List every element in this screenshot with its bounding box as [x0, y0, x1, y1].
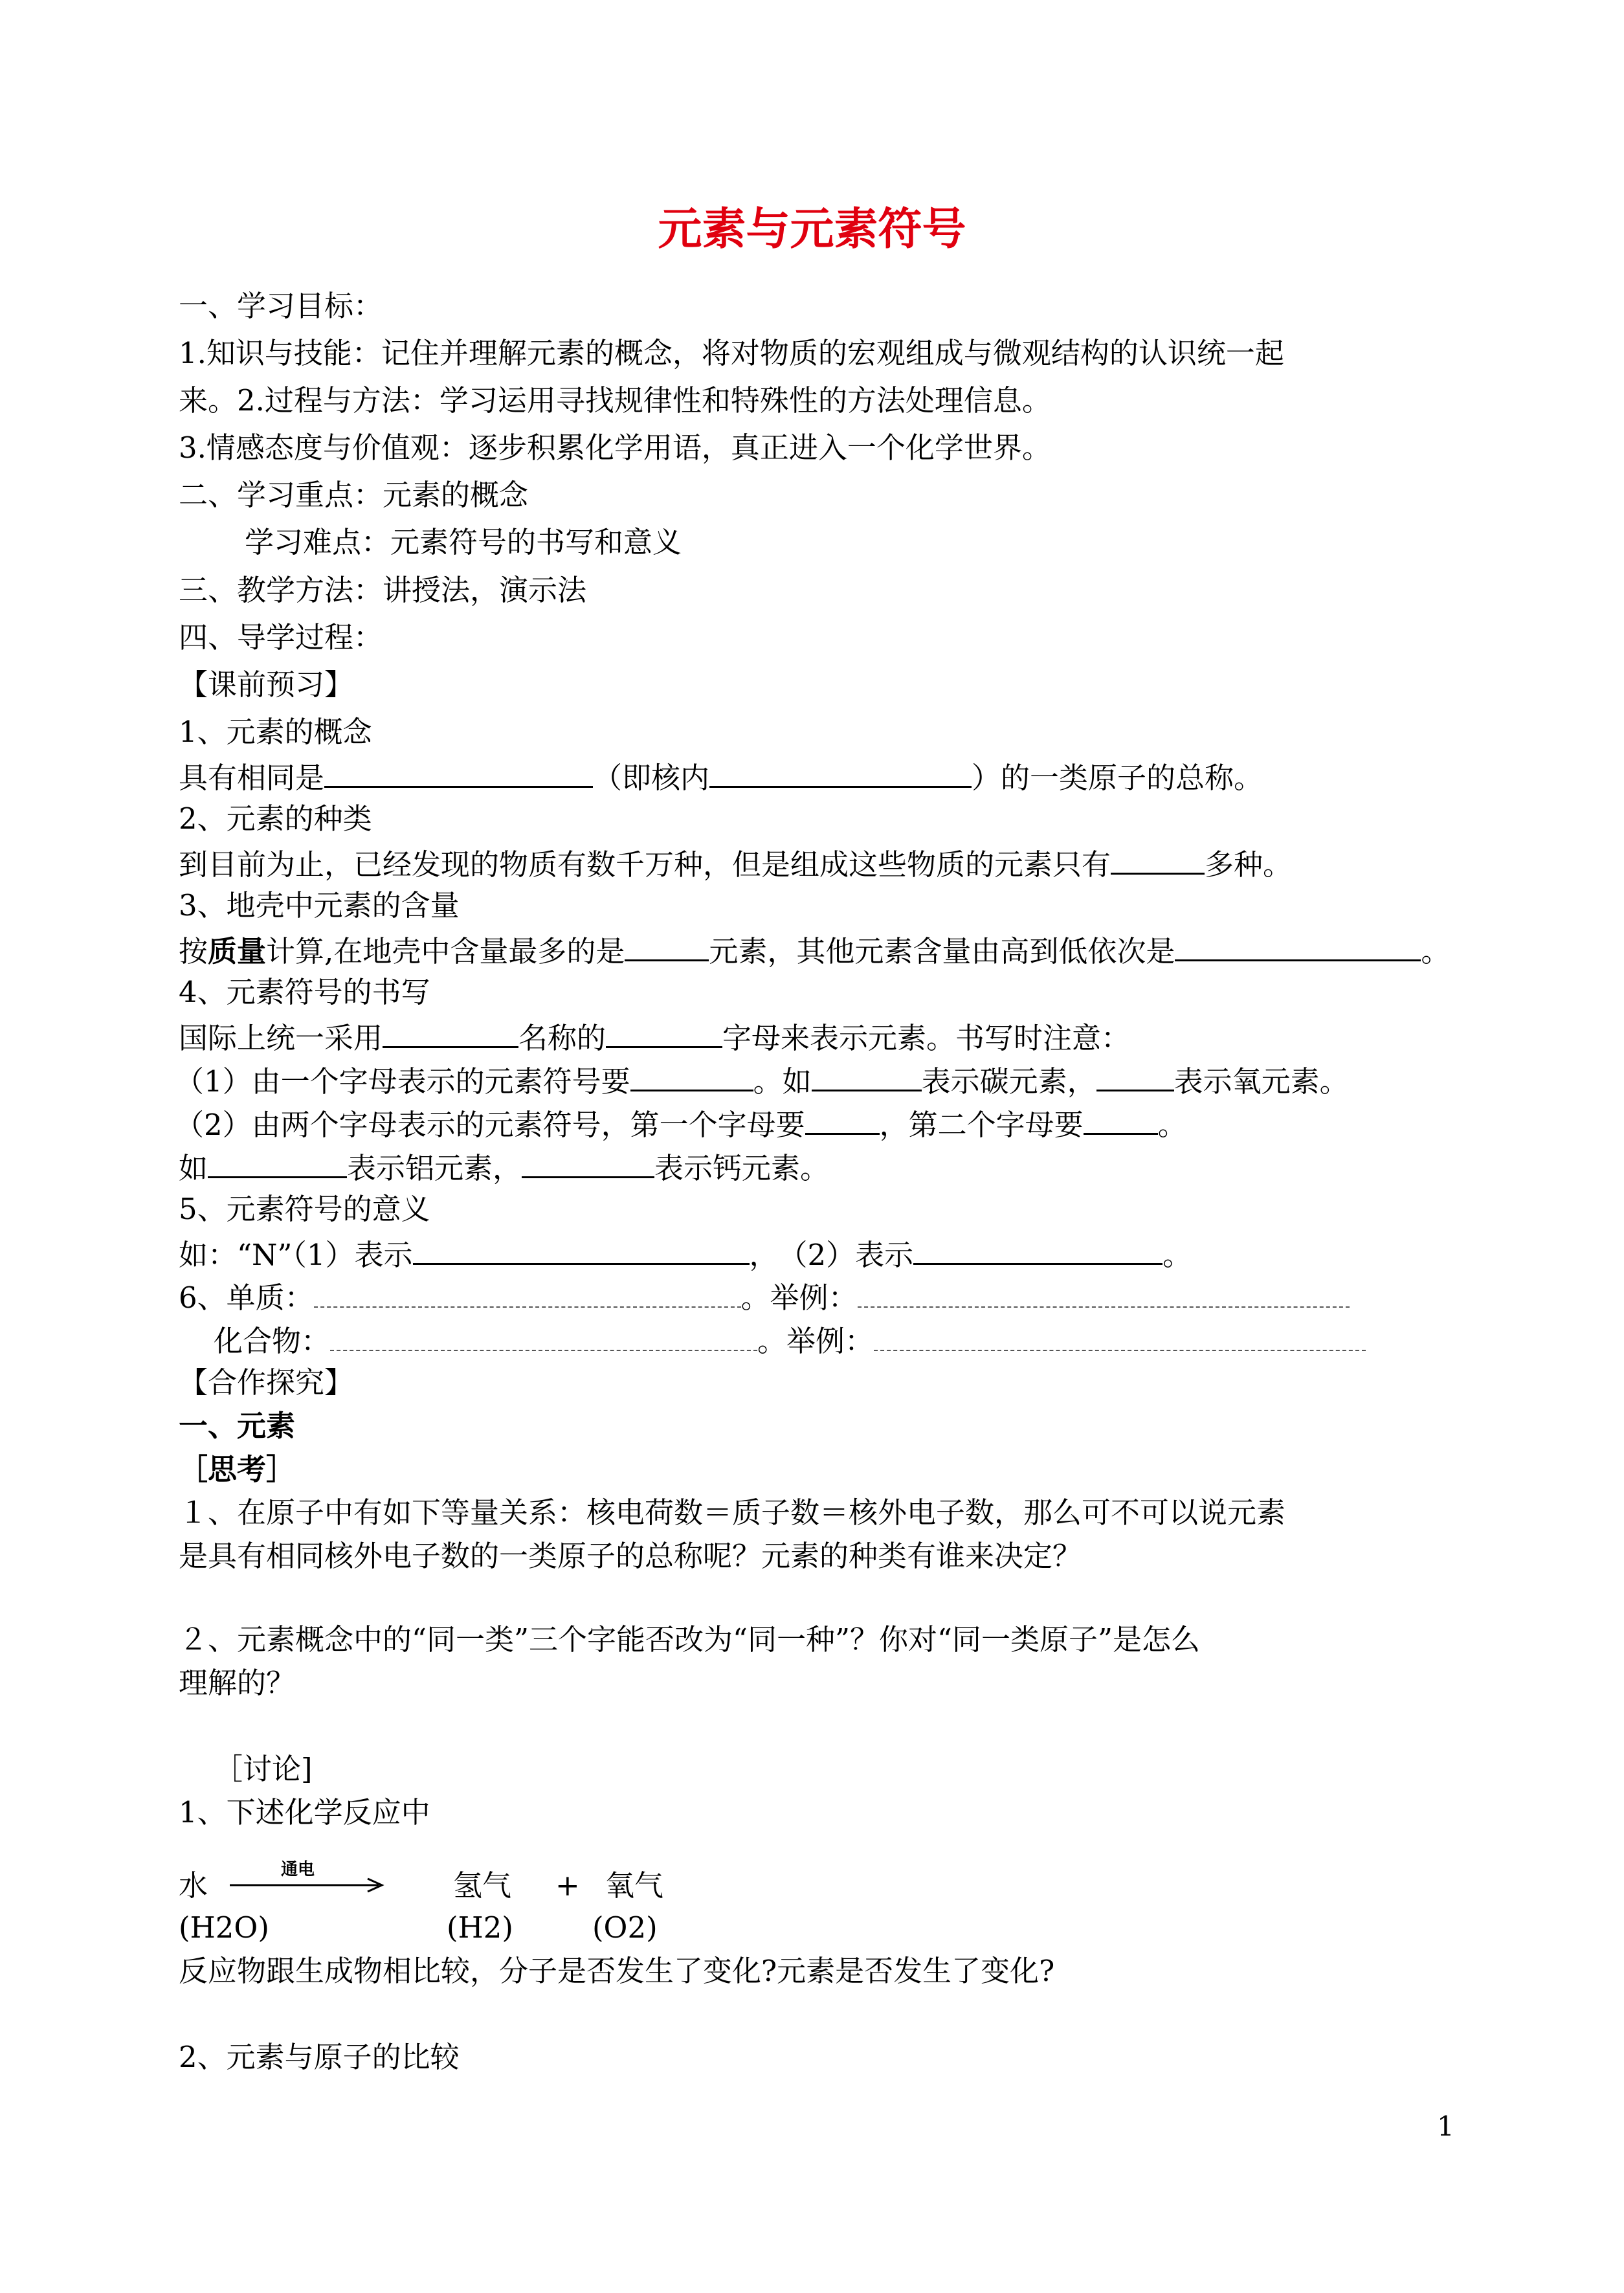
text: ， （2）表示: [749, 1238, 914, 1272]
discuss-item-1: 1、下述化学反应中: [179, 1795, 430, 1829]
blank-field[interactable]: [330, 1321, 757, 1351]
rule-two-letters: [175, 1104, 1187, 1143]
text: 如: [179, 1151, 208, 1185]
item-element-types: 2、元素的种类: [179, 801, 372, 836]
objective-attitude: 3.情感态度与价值观：逐步积累化学用语，真正进入一个化学世界。: [179, 431, 1051, 465]
text: 。举例：: [740, 1281, 858, 1315]
blank-field[interactable]: [522, 1148, 654, 1178]
text: 化合物：: [214, 1324, 331, 1358]
concept-fill-line: [179, 757, 1263, 796]
text: 字母来表示元素。书写时注意：: [722, 1021, 1131, 1055]
plus-sign: +: [555, 1868, 580, 1903]
text: （即核内: [593, 761, 710, 795]
formula-water: (H2O): [179, 1910, 269, 1945]
rule-one-letter: [175, 1061, 1349, 1100]
item-element-concept: 1、元素的概念: [179, 715, 372, 749]
text: 表示铝元素，: [347, 1151, 522, 1185]
section-guided-process: 四、导学过程：: [179, 620, 383, 654]
text: 。: [1421, 934, 1451, 968]
section-objectives: 一、学习目标：: [179, 289, 383, 323]
blank-field[interactable]: [812, 1061, 922, 1091]
think-question-1: １、在原子中有如下等量关系：核电荷数＝质子数＝核外电子数，那么可不可以说元素: [179, 1495, 1286, 1530]
text: 。: [1162, 1238, 1192, 1272]
text-bold: 质量: [208, 934, 267, 968]
page-number: 1: [1437, 2110, 1454, 2142]
blank-field[interactable]: [314, 1278, 741, 1308]
discuss-item-2: 2、元素与原子的比较: [179, 2040, 460, 2074]
blank-field[interactable]: [858, 1278, 1350, 1308]
think-question-2: ２、元素概念中的“同一类”三个字能否改为“同一种”？你对“同一类原子”是怎么: [179, 1622, 1201, 1657]
heading-element: 一、元素: [179, 1409, 296, 1443]
example-fill-line: [179, 1148, 829, 1187]
section-key-point: 二、学习重点：元素的概念: [179, 478, 529, 512]
objective-knowledge: 1.知识与技能：记住并理解元素的概念，将对物质的宏观组成与微观结构的认识统一起: [179, 336, 1284, 370]
blank-field[interactable]: [805, 1104, 880, 1135]
types-fill-line: [179, 844, 1292, 883]
text: 国际上统一采用: [179, 1021, 383, 1055]
text: 。: [1157, 1108, 1187, 1142]
difficulty-point: 学习难点：元素符号的书写和意义: [245, 525, 682, 559]
think-question-1-cont: 是具有相同核外电子数的一类原子的总称呢？元素的种类有谁来决定？: [179, 1539, 1082, 1573]
document-title: 元素与元素符号: [658, 204, 966, 255]
item-symbol-writing: 4、元素符号的书写: [179, 975, 430, 1009]
blank-field[interactable]: [625, 931, 709, 961]
heading-discuss: ［讨论]: [214, 1752, 313, 1786]
reaction-arrow: [227, 1858, 388, 1897]
blank-field[interactable]: [1111, 844, 1205, 875]
text: 如：“N”（1）表示: [179, 1238, 413, 1272]
formula-hydrogen: (H2): [447, 1910, 513, 1945]
blank-field[interactable]: [630, 1061, 753, 1091]
reactant-water: 水: [179, 1868, 208, 1903]
item-crust-content: 3、地壳中元素的含量: [179, 888, 460, 923]
formula-oxygen: (O2): [592, 1910, 658, 1945]
think-question-2-cont: 理解的？: [179, 1666, 296, 1700]
text: 表示钙元素。: [654, 1151, 830, 1185]
text: 表示碳元素，: [921, 1064, 1096, 1099]
compound-line: [214, 1321, 1366, 1359]
blank-field[interactable]: [606, 1018, 722, 1048]
writing-fill-line: [179, 1018, 1130, 1057]
product-oxygen: 氧气: [605, 1868, 664, 1903]
text: 。如: [753, 1064, 812, 1099]
blank-field[interactable]: [709, 757, 972, 788]
text: 多种。: [1205, 847, 1293, 882]
blank-field[interactable]: [1096, 1061, 1174, 1091]
heading-think: ［思考］: [179, 1452, 296, 1486]
reaction-condition-label: 通电: [280, 1860, 315, 1879]
blank-field[interactable]: [208, 1148, 347, 1178]
blank-field[interactable]: [1084, 1104, 1158, 1135]
blank-field[interactable]: [324, 757, 593, 788]
reaction-question: 反应物跟生成物相比较，分子是否发生了变化?元素是否发生了变化?: [179, 1954, 1055, 1988]
item-symbol-meaning: 5、元素符号的意义: [179, 1192, 430, 1226]
product-hydrogen: 氢气: [453, 1868, 512, 1903]
text: ，第二个字母要: [879, 1108, 1084, 1142]
blank-field[interactable]: [913, 1235, 1162, 1265]
text: 表示氧元素。: [1174, 1064, 1349, 1099]
blank-field[interactable]: [383, 1018, 518, 1048]
objective-process: 来。2.过程与方法：学习运用寻找规律性和特殊性的方法处理信息。: [179, 383, 1051, 418]
text: 按: [179, 934, 208, 968]
simple-substance-line: [179, 1278, 1350, 1316]
blank-field[interactable]: [413, 1235, 750, 1265]
heading-preview: 【课前预习】: [179, 667, 354, 702]
text: 。举例：: [757, 1324, 874, 1358]
text: 计算,在地壳中含量最多的是: [266, 934, 625, 968]
text: 名称的: [518, 1021, 606, 1055]
text: （2）由两个字母表示的元素符号，第一个字母要: [175, 1108, 805, 1142]
meaning-fill-line: [179, 1235, 1192, 1273]
heading-cooperative-inquiry: 【合作探究】: [179, 1365, 354, 1400]
section-teaching-method: 三、教学方法：讲授法，演示法: [179, 573, 587, 607]
text: 具有相同是: [179, 761, 325, 795]
blank-field[interactable]: [874, 1321, 1366, 1351]
text: ）的一类原子的总称。: [972, 761, 1263, 795]
text: 元素，其他元素含量由高到低依次是: [709, 934, 1175, 968]
text: （1）由一个字母表示的元素符号要: [175, 1064, 630, 1099]
blank-field[interactable]: [1175, 931, 1421, 961]
text: 到目前为止，已经发现的物质有数千万种，但是组成这些物质的元素只有: [179, 847, 1111, 882]
text: 6、单质：: [179, 1281, 314, 1315]
crust-fill-line: [179, 931, 1450, 970]
